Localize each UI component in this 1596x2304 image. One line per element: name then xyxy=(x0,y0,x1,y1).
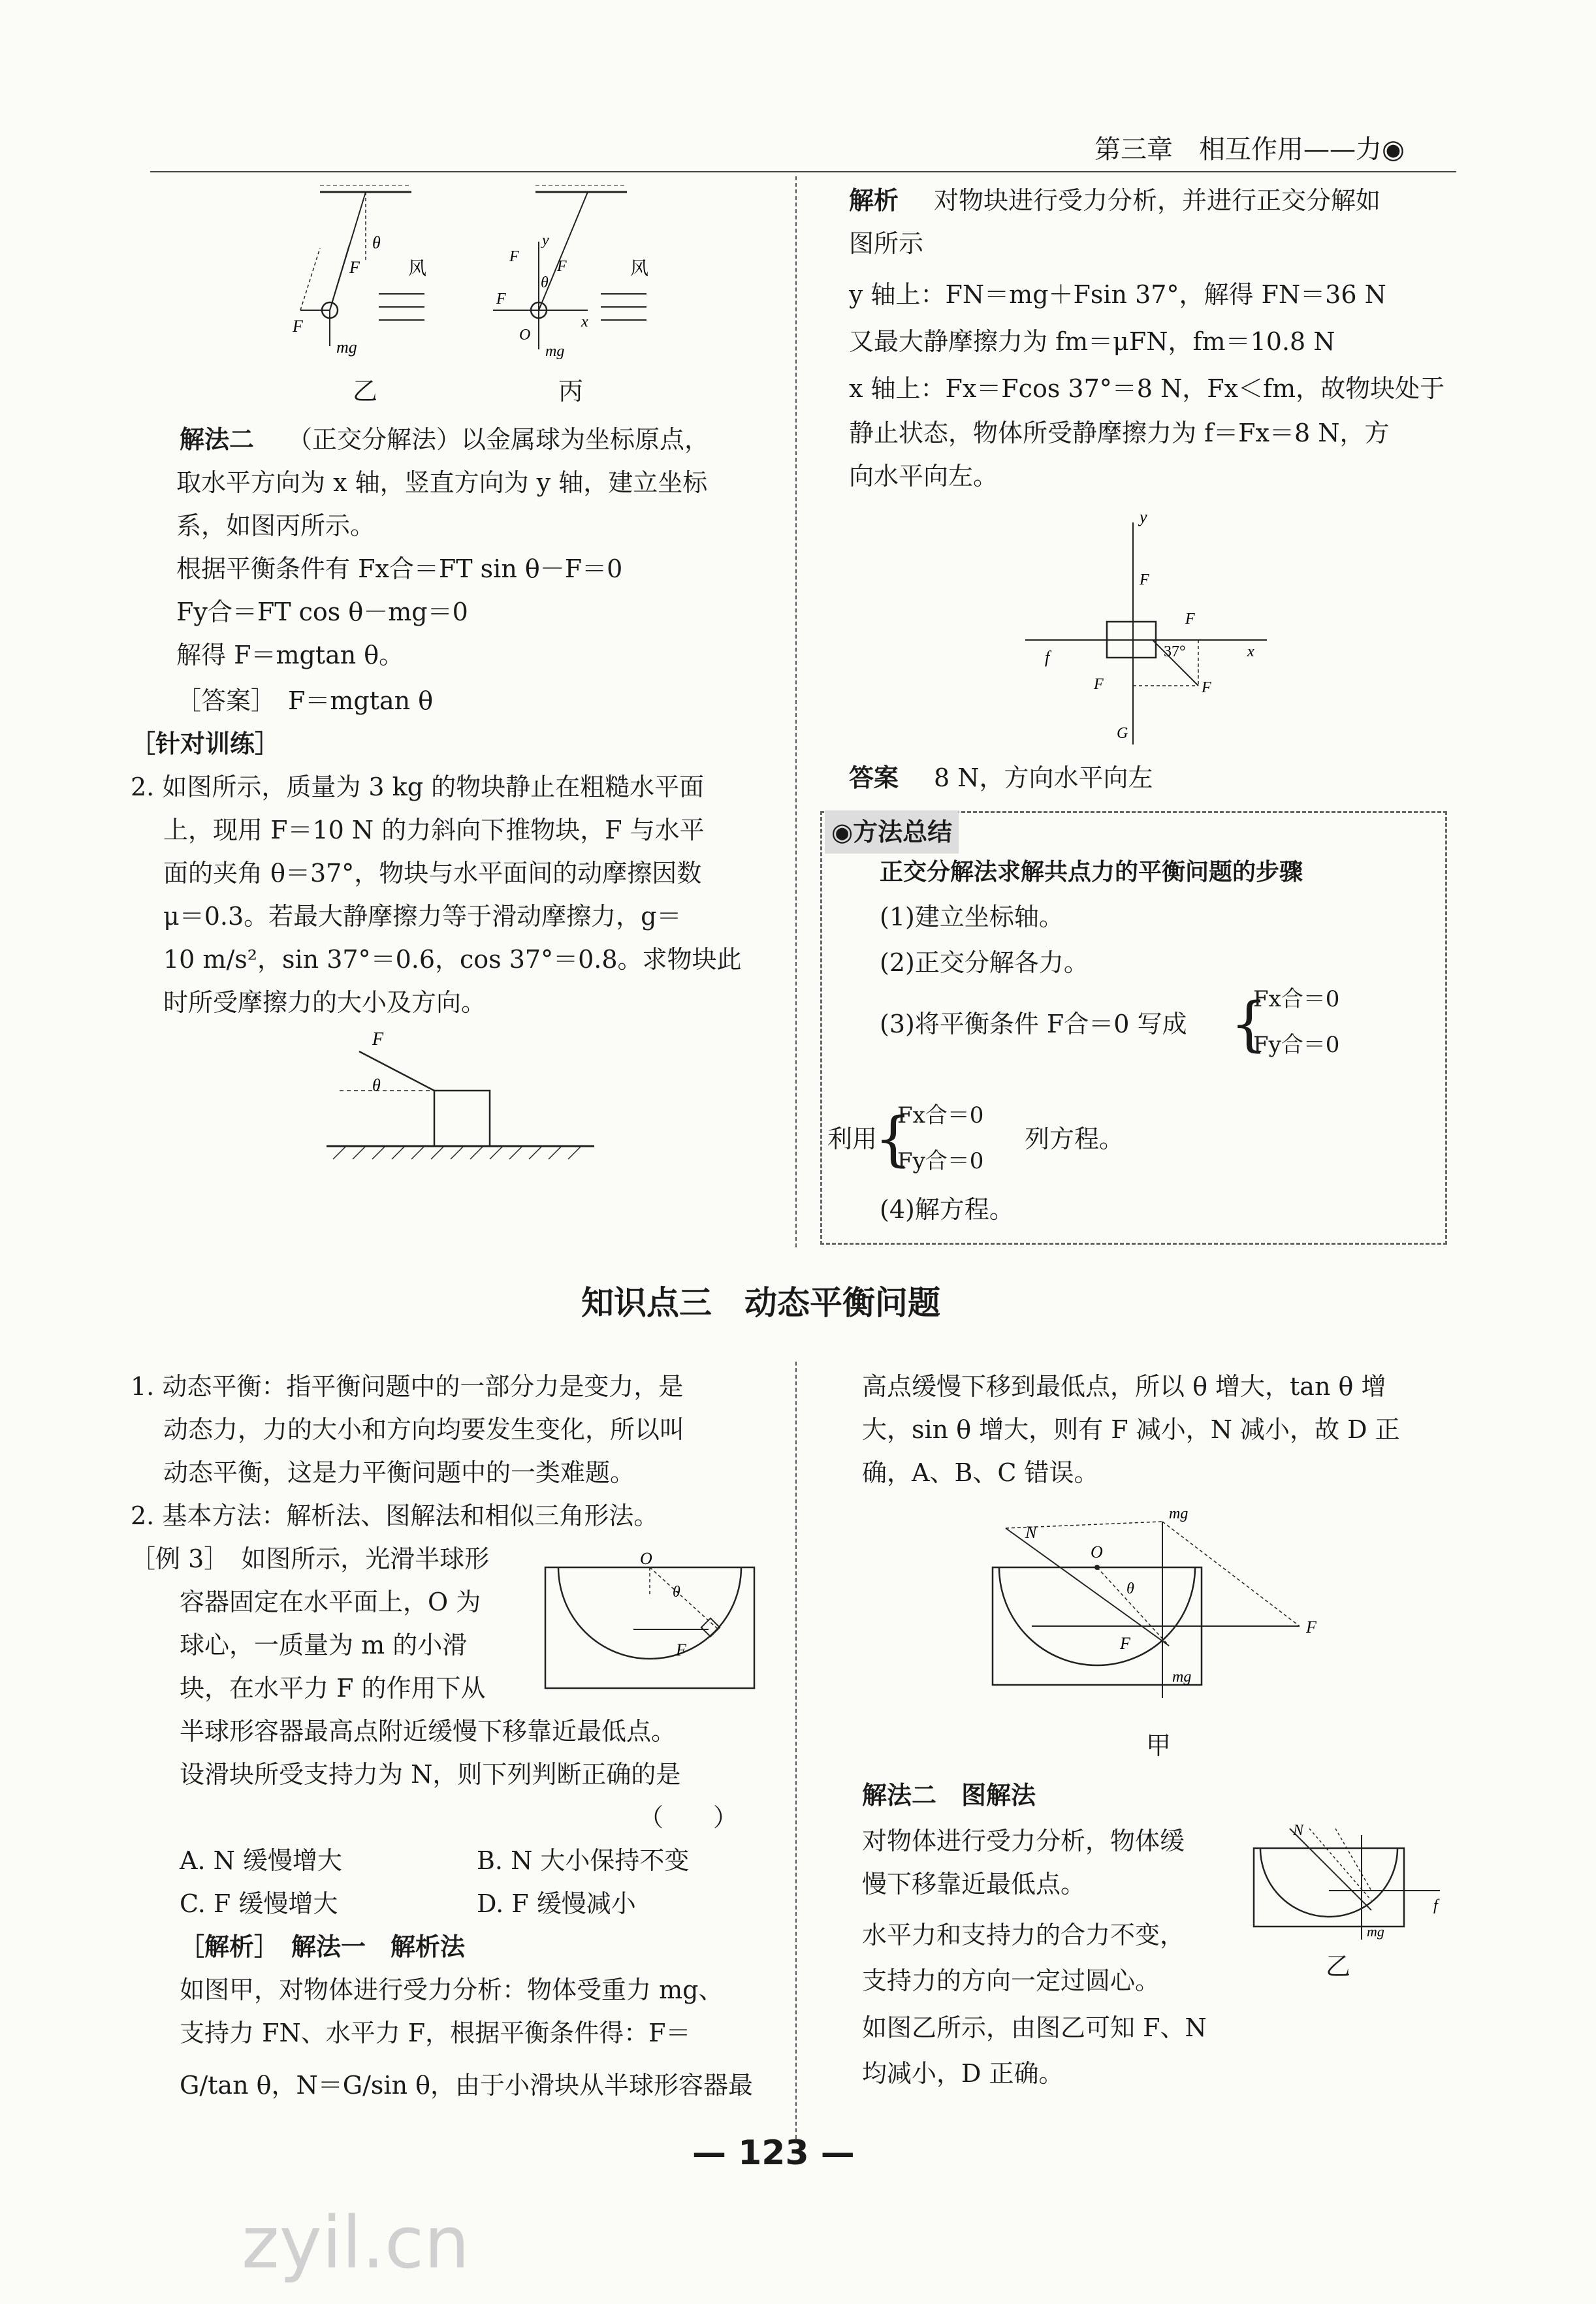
svg-text:f: f xyxy=(1433,1897,1438,1914)
problem2-line: 面的夹角 θ＝37°，物块与水平面间的动摩擦因数 xyxy=(163,859,702,888)
summary-step2: (2)正交分解各力。 xyxy=(880,948,1089,977)
svg-text:F: F xyxy=(1120,1634,1130,1653)
summary-use-tail: 列方程。 xyxy=(1025,1125,1125,1153)
force-diagram-jia xyxy=(980,1496,1345,1704)
summary-use-y: Fy合＝0 xyxy=(897,1148,984,1174)
cont-line: 确，A、B、C 错误。 xyxy=(862,1458,1099,1487)
column-divider-top xyxy=(795,176,797,1247)
method2b-line: 支持力的方向一定过圆心。 xyxy=(862,1966,1160,1995)
figure-jia-label: 甲 xyxy=(1146,1731,1172,1760)
option-b: B. N 大小保持不变 xyxy=(477,1846,690,1875)
svg-text:F: F xyxy=(1306,1618,1317,1637)
method2b-line: 慢下移靠近最低点。 xyxy=(862,1870,1086,1898)
svg-text:F: F xyxy=(1140,571,1149,588)
svg-text:x: x xyxy=(581,313,588,330)
option-d: D. F 缓慢减小 xyxy=(477,1889,636,1918)
svg-text:F: F xyxy=(293,317,303,336)
example-line: 块，在水平力 F 的作用下从 xyxy=(180,1674,486,1703)
svg-text:F: F xyxy=(349,258,360,277)
analysis-line: 向水平向左。 xyxy=(849,462,998,490)
svg-text:mg: mg xyxy=(545,343,565,360)
header-rule xyxy=(150,171,1456,172)
svg-text:N: N xyxy=(1293,1822,1304,1839)
summary-subtitle: 正交分解法求解共点力的平衡问题的步骤 xyxy=(880,859,1303,886)
figure-yi-label-bottom: 乙 xyxy=(1326,1952,1351,1981)
svg-text:N: N xyxy=(1025,1523,1037,1542)
answer-text: 8 N，方向水平向左 xyxy=(934,763,1153,792)
example-line: 容器固定在水平面上，O 为 xyxy=(180,1588,481,1616)
analysis-line: x 轴上：Fx＝Fcos 37°＝8 N，Fx＜fm，故物块处于 xyxy=(849,374,1445,403)
problem2-line: 上，现用 F＝10 N 的力斜向下推物块，F 与水平 xyxy=(163,816,705,844)
problem2-line: 时所受摩擦力的大小及方向。 xyxy=(163,988,487,1017)
problem2-line: 2. 如图所示，质量为 3 kg 的物块静止在粗糙水平面 xyxy=(131,773,705,801)
svg-text:O: O xyxy=(640,1549,652,1568)
method-summary-box xyxy=(820,811,1447,1245)
analysis-line: 静止状态，物体所受静摩擦力为 f＝Fx＝8 N，方 xyxy=(849,419,1390,447)
option-a: A. N 缓慢增大 xyxy=(180,1846,342,1875)
problem2-line: 10 m/s²，sin 37°＝0.6，cos 37°＝0.8。求物块此 xyxy=(163,945,742,974)
analysis-line: 又最大静摩擦力为 fm＝μFN，fm＝10.8 N xyxy=(849,327,1335,356)
svg-text:θ: θ xyxy=(372,1076,381,1095)
svg-text:F: F xyxy=(496,291,506,308)
method2-title: 解法二 xyxy=(180,425,255,454)
example-line: 半球形容器最高点附近缓慢下移靠近最低点。 xyxy=(180,1717,677,1746)
method2b-line: 均减小，D 正确。 xyxy=(862,2059,1064,2088)
svg-text:y: y xyxy=(1140,509,1147,526)
svg-text:F: F xyxy=(676,1640,686,1659)
method2-line: Fy合＝FT cos θ－mg＝0 xyxy=(176,598,468,626)
hemisphere-container-figure xyxy=(542,1548,758,1698)
column-divider-bottom xyxy=(795,1362,797,2139)
example-line: 设滑块所受支持力为 N，则下列判断正确的是 xyxy=(180,1760,681,1789)
svg-text:37°: 37° xyxy=(1164,643,1186,660)
solution-line: G/tan θ，N＝G/sin θ，由于小滑块从半球形容器最 xyxy=(180,2071,754,2100)
watermark: zyil.cn xyxy=(242,2201,470,2284)
svg-text:y: y xyxy=(542,232,549,249)
summary-step4: (4)解方程。 xyxy=(880,1195,1014,1224)
block-push-figure xyxy=(320,1025,614,1176)
summary-use: 利用 xyxy=(827,1125,878,1153)
method2b-title: 解法二 图解法 xyxy=(862,1781,1036,1810)
svg-text:F: F xyxy=(509,248,519,265)
svg-text:f: f xyxy=(1045,648,1050,667)
example-line: ［例 3］ 如图所示，光滑半球形 xyxy=(131,1544,490,1573)
svg-text:θ: θ xyxy=(541,274,549,291)
figure-bing xyxy=(493,185,648,360)
section-title: 知识点三 动态平衡问题 xyxy=(581,1284,940,1322)
chapter-header: 第三章 相互作用——力◉ xyxy=(1094,135,1405,165)
item1-line: 动态力，力的大小和方向均要发生变化，所以叫 xyxy=(163,1415,685,1444)
item1-line: 动态平衡，这是力平衡问题中的一类难题。 xyxy=(163,1458,635,1487)
analysis-line: y 轴上：FN＝mg＋Fsin 37°，解得 FN＝36 N xyxy=(849,280,1386,309)
svg-text:F: F xyxy=(557,258,567,275)
figure-bing-label: 丙 xyxy=(558,377,584,406)
svg-text:mg: mg xyxy=(1172,1669,1192,1686)
svg-text:O: O xyxy=(519,327,531,344)
answer-paren: （ ） xyxy=(639,1803,739,1832)
svg-text:F: F xyxy=(1202,679,1211,696)
training-title: ［针对训练］ xyxy=(131,729,280,758)
analysis-line: 图所示 xyxy=(849,229,924,258)
pendulum-figures xyxy=(274,183,692,372)
page-number: — 123 — xyxy=(692,2134,855,2173)
method2-line: 系，如图丙所示。 xyxy=(176,511,375,540)
method2-line: 根据平衡条件有 Fx合＝FT sin θ－F＝0 xyxy=(176,554,623,583)
method2-line: （正交分解法）以金属球为坐标原点， xyxy=(287,425,710,454)
method2-line: 取水平方向为 x 轴，竖直方向为 y 轴，建立坐标 xyxy=(176,468,708,497)
analysis-title: 解析 xyxy=(849,186,899,215)
solution-line: 支持力 FN、水平力 F，根据平衡条件得：F＝ xyxy=(180,2019,691,2047)
svg-text:mg: mg xyxy=(1367,1923,1384,1940)
figure-yi-label: 乙 xyxy=(353,377,378,406)
force-diagram-yi xyxy=(1251,1822,1460,1946)
svg-text:F: F xyxy=(1185,611,1195,628)
answer-line: ［答案］ F＝mgtan θ xyxy=(176,686,434,715)
summary-eq-x: Fx合＝0 xyxy=(1253,986,1340,1012)
svg-text:mg: mg xyxy=(1169,1505,1189,1522)
svg-text:O: O xyxy=(1091,1543,1103,1561)
summary-step1: (1)建立坐标轴。 xyxy=(880,903,1064,931)
svg-text:风: 风 xyxy=(408,259,427,279)
item1-line: 1. 动态平衡：指平衡问题中的一部分力是变力，是 xyxy=(131,1372,684,1401)
svg-text:θ: θ xyxy=(1126,1580,1134,1597)
svg-text:x: x xyxy=(1247,643,1254,660)
cont-line: 大，sin θ 增大，则有 F 减小，N 减小，故 D 正 xyxy=(862,1415,1400,1444)
problem2-line: μ＝0.3。若最大静摩擦力等于滑动摩擦力，g＝ xyxy=(163,902,682,931)
svg-text:mg: mg xyxy=(336,338,357,357)
method2b-line: 如图乙所示，由图乙可知 F、N xyxy=(862,2013,1207,2042)
svg-text:风: 风 xyxy=(630,259,649,279)
method2-line: 解得 F＝mgtan θ。 xyxy=(176,641,404,669)
svg-text:F: F xyxy=(1094,676,1104,693)
summary-title: ◉方法总结 xyxy=(825,810,959,854)
method2b-line: 水平力和支持力的合力不变， xyxy=(862,1921,1185,1949)
force-decomposition-figure xyxy=(1019,509,1280,758)
analysis-line: 对物块进行受力分析，并进行正交分解如 xyxy=(934,186,1381,215)
method2b-line: 对物体进行受力分析，物体缓 xyxy=(862,1827,1185,1855)
svg-text:F: F xyxy=(372,1029,384,1049)
cont-line: 高点缓慢下移到最低点，所以 θ 增大，tan θ 增 xyxy=(862,1372,1386,1401)
summary-use-x: Fx合＝0 xyxy=(897,1102,984,1128)
svg-text:θ: θ xyxy=(673,1584,680,1601)
solution-title: ［解析］ 解法一 解析法 xyxy=(180,1932,466,1961)
svg-text:θ: θ xyxy=(372,233,381,252)
summary-eq-y: Fy合＝0 xyxy=(1253,1032,1340,1058)
item2-line: 2. 基本方法：解析法、图解法和相似三角形法。 xyxy=(131,1501,659,1530)
example-line: 球心，一质量为 m 的小滑 xyxy=(180,1631,468,1659)
option-c: C. F 缓慢增大 xyxy=(180,1889,338,1918)
solution-line: 如图甲，对物体进行受力分析：物体受重力 mg、 xyxy=(180,1976,724,2004)
figure-yi xyxy=(292,185,426,357)
summary-step3: (3)将平衡条件 F合＝0 写成 xyxy=(880,1010,1187,1038)
answer-label: 答案 xyxy=(849,763,899,792)
svg-text:G: G xyxy=(1117,725,1128,742)
brace: { xyxy=(874,1105,912,1174)
brace: { xyxy=(1230,990,1268,1059)
